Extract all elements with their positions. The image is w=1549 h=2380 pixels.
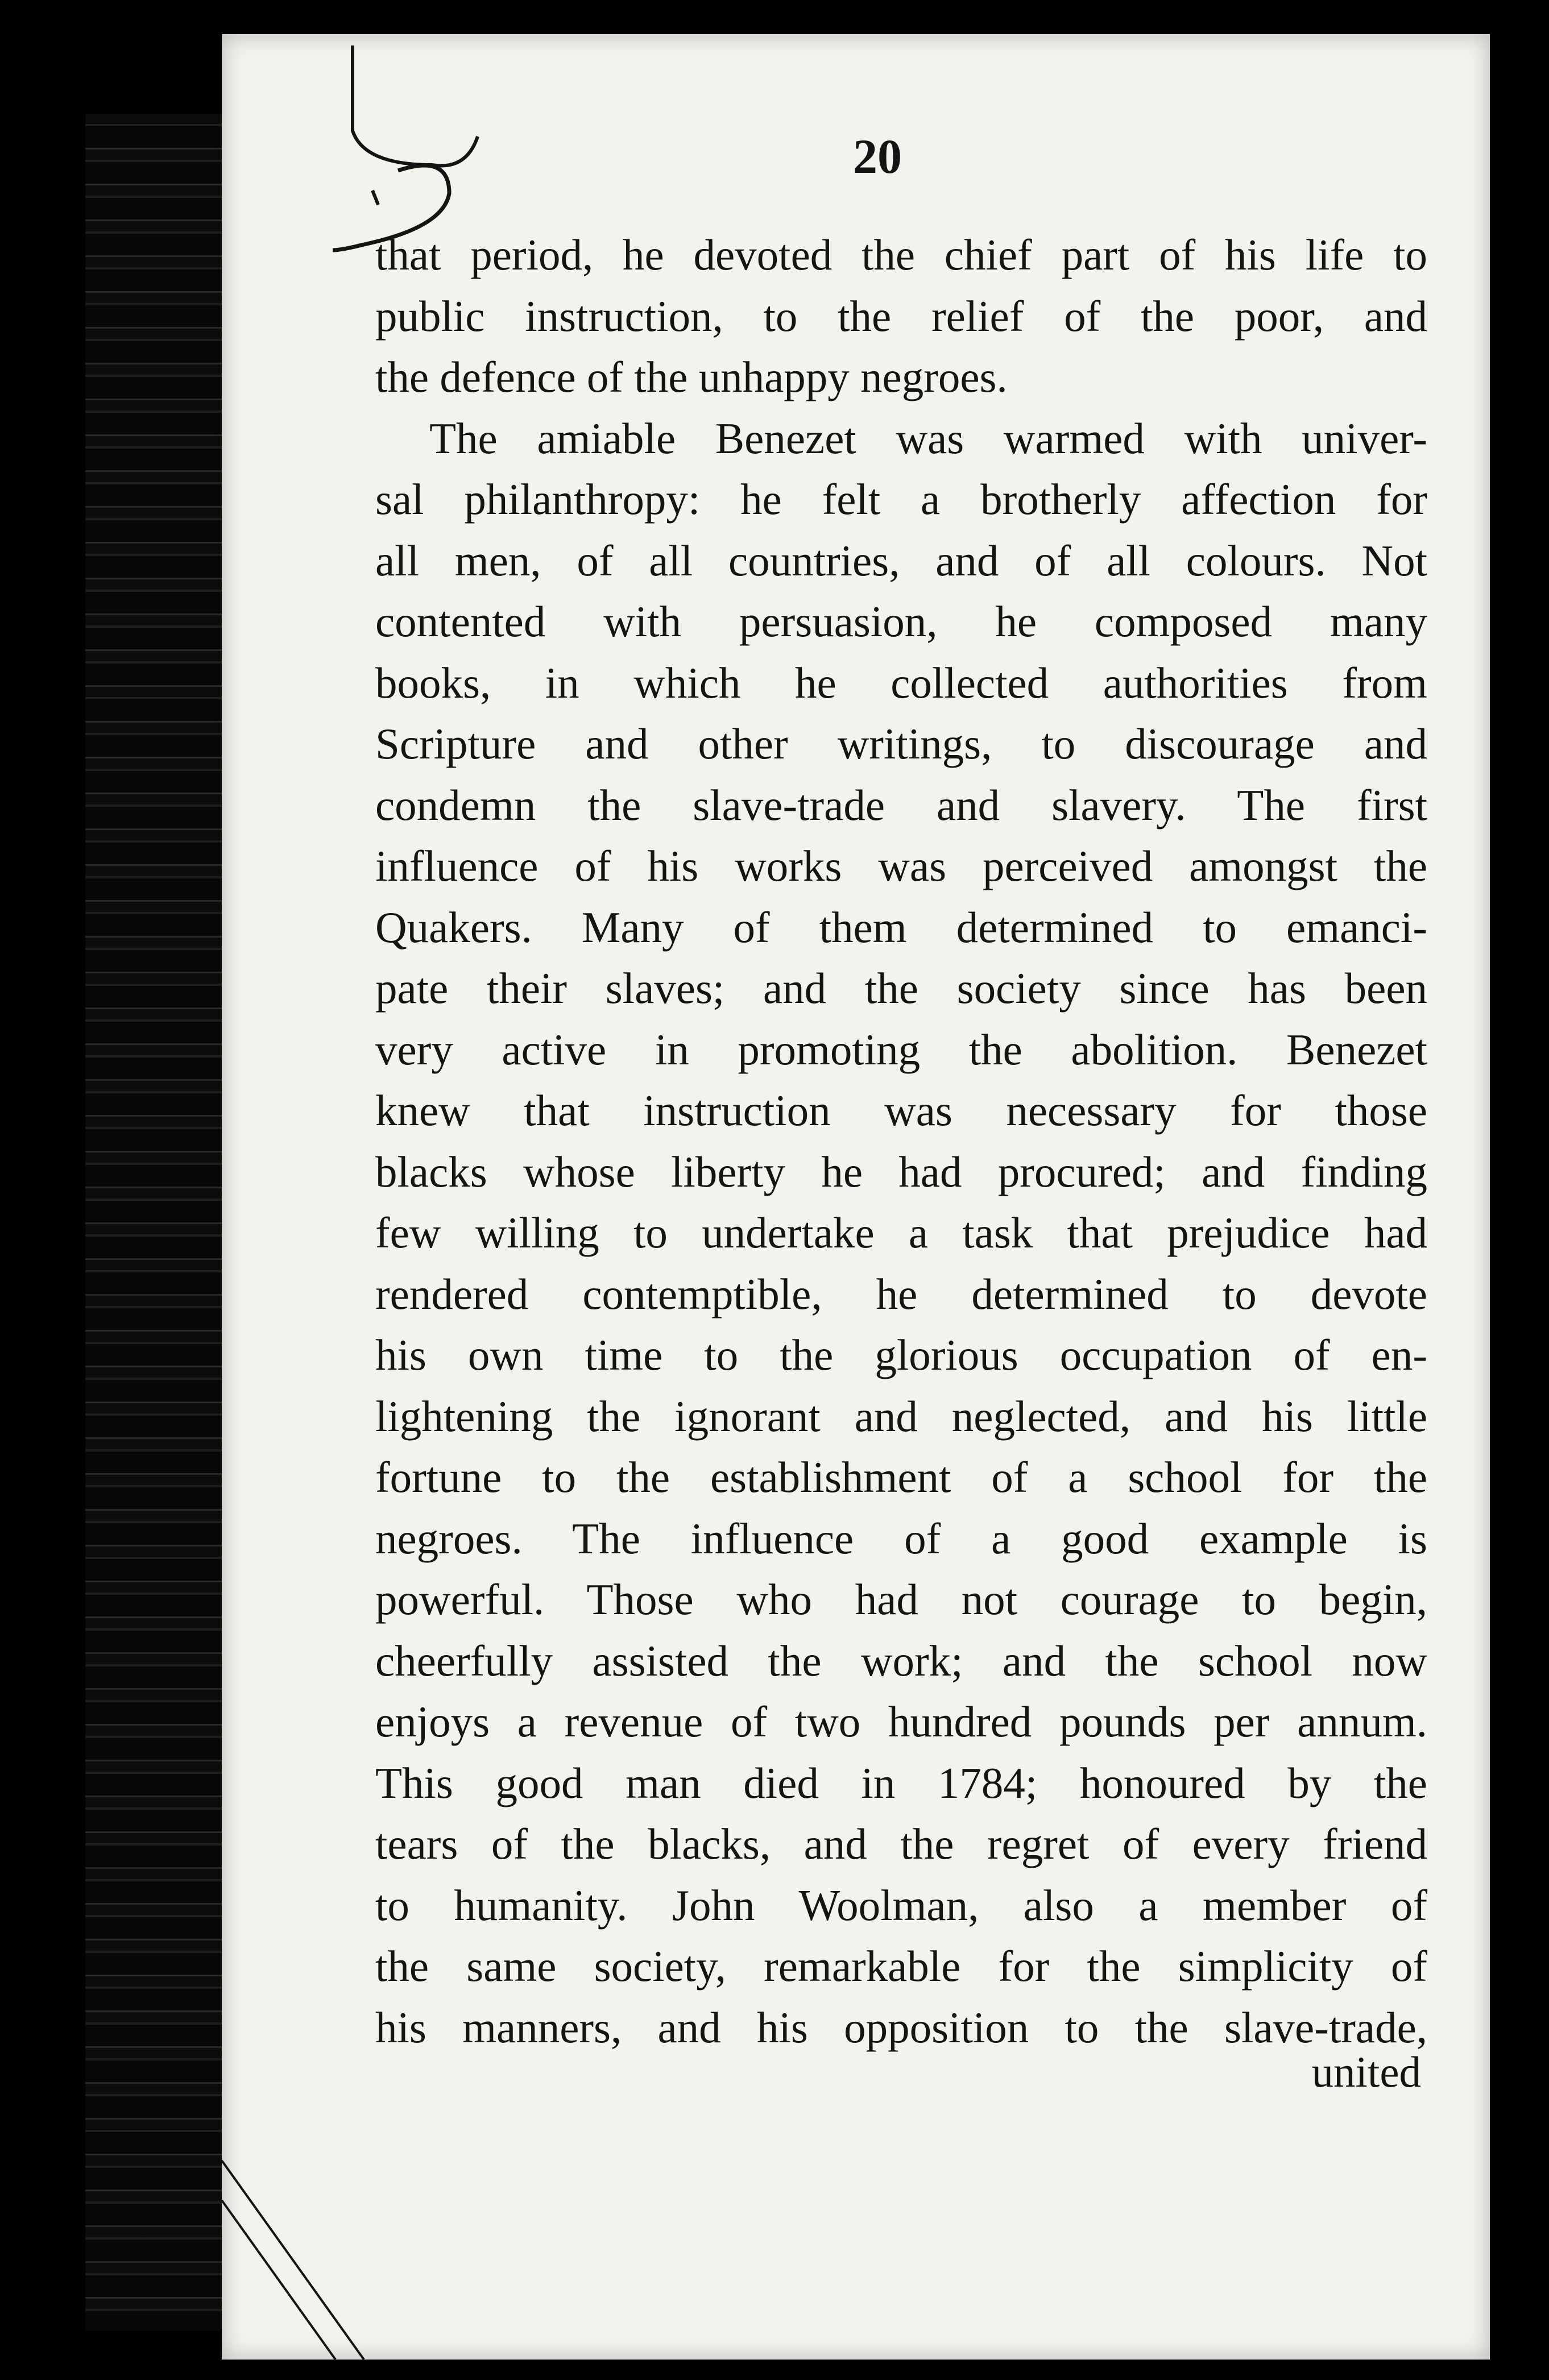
text-line: books, in which he collected authorities from [375, 658, 1427, 707]
text-line: enjoys a revenue of two hundred pounds per annum. [375, 1697, 1427, 1746]
text-line: The amiable Benezet was warmed with univer- [429, 413, 1427, 463]
text-line: pate their slaves; and the society since has been [375, 964, 1427, 1013]
page-edge-shadow [85, 114, 222, 2331]
text-line: his manners, and his opposition to the slave-trade, [375, 2002, 1427, 2052]
text-line: public instruction, to the relief of the poor, and [375, 291, 1427, 341]
text-line: blacks whose liberty he had procured; and finding [375, 1147, 1427, 1196]
text-line: sal philanthropy: he felt a brotherly affection for [375, 475, 1427, 524]
text-line: Scripture and other writings, to discourage and [375, 719, 1427, 768]
text-line: rendered contemptible, he determined to devote [375, 1269, 1427, 1318]
text-line: very active in promoting the abolition. Benezet [375, 1025, 1427, 1074]
text-line: contented with persuasion, he composed many [375, 597, 1427, 646]
text-line: powerful. Those who had not courage to begin, [375, 1575, 1427, 1624]
text-line: influence of his works was perceived amongst the [375, 841, 1427, 890]
text-line: knew that instruction was necessary for those [375, 1086, 1427, 1135]
text-line: negroes. The influence of a good example is [375, 1514, 1427, 1563]
text-line: to humanity. John Woolman, also a member of [375, 1880, 1427, 1930]
text-line: cheerfully assisted the work; and the school now [375, 1636, 1427, 1685]
text-line: This good man died in 1784; honoured by the [375, 1758, 1427, 1807]
body-text [375, 225, 1427, 2058]
text-line: all men, of all countries, and of all colours. Not [375, 536, 1427, 585]
page-number: 20 [853, 129, 902, 184]
text-line: tears of the blacks, and the regret of every friend [375, 1819, 1427, 1868]
text-line: fortune to the establishment of a school for the [375, 1453, 1427, 1502]
text-line: his own time to the glorious occupation of en- [375, 1330, 1427, 1379]
text-line: few willing to undertake a task that prejudice had [375, 1208, 1427, 1257]
catchword: united [1311, 2047, 1421, 2096]
text-line: lightening the ignorant and neglected, and his little [375, 1391, 1427, 1441]
text-line: the defence of the unhappy negroes. [375, 353, 1008, 401]
text-line: that period, he devoted the chief part of his life to [375, 230, 1427, 279]
text-line: the same society, remarkable for the simplicity of [375, 1942, 1427, 1991]
text-line: condemn the slave-trade and slavery. The first [375, 780, 1427, 830]
text-line: Quakers. Many of them determined to emanci- [375, 902, 1427, 952]
